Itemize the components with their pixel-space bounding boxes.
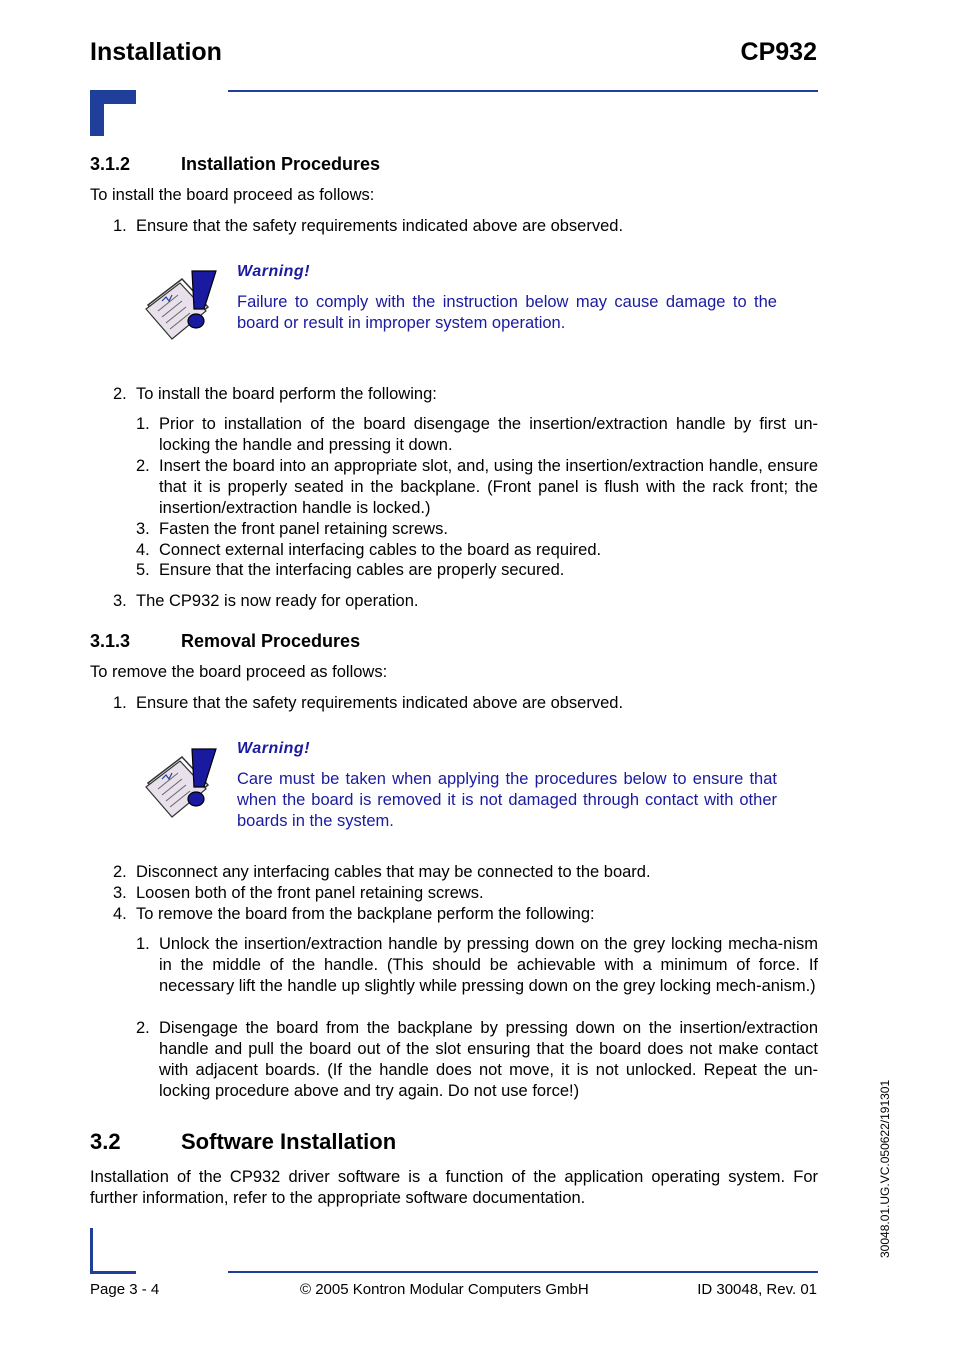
warning-text: Care must be taken when applying the procedures below to ensure that when the board is removed it is not damaged through contact with other boards in the system. [237, 770, 777, 830]
corner-bracket-top [90, 90, 136, 136]
warning-text: Failure to comply with the instruction below may cause damage to the board or result in improper system operation. [237, 293, 777, 332]
page-number: Page 3 - 4 [90, 1281, 160, 1298]
section-title: Software Installation [181, 1129, 397, 1154]
section-number: 3.1.2 [90, 154, 131, 174]
substep-number: 2. [136, 1019, 150, 1037]
substep-number: 5. [136, 561, 150, 579]
substep-number: 1. [136, 935, 150, 953]
paragraph: Installation of the CP932 driver software is a function of the application operating system. For further information, refer to the appropriate software documentation. [90, 1168, 818, 1207]
document-code: 30048.01.UG.VC.050622/191301 [878, 1079, 892, 1258]
substep-text: Fasten the front panel retaining screws. [159, 520, 448, 538]
step-number: 3. [113, 592, 127, 610]
step-number: 1. [113, 694, 127, 712]
step-text: Ensure that the safety requirements indicated above are observed. [136, 217, 624, 235]
warning-title: Warning! [237, 263, 311, 280]
paragraph: To install the board proceed as follows: [90, 186, 375, 204]
section-title: Removal Procedures [181, 631, 361, 651]
corner-bracket-bottom [90, 1228, 136, 1274]
step-number: 4. [113, 905, 127, 923]
section-number: 3.1.3 [90, 631, 131, 651]
step-number: 3. [113, 884, 127, 902]
warning-note-icon [144, 265, 222, 343]
substep-number: 4. [136, 541, 150, 559]
section-title: Installation Procedures [181, 154, 381, 174]
substep-text: Unlock the insertion/extraction handle by pressing down on the grey locking mecha-nism in the middle of the handle. (This should be achievable with a minimum of force. If necessary lift the handle up slightly while pressing down on the grey locking mech-anism.) [159, 935, 818, 995]
step-text: Ensure that the safety requirements indicated above are observed. [136, 694, 624, 712]
substep-text: Insert the board into an appropriate slot, and, using the insertion/extraction handle, ensure that it is properly seated in the backplane. (Front panel is flush with the rack front; the insertion/extraction handle is locked.) [159, 457, 818, 517]
document-id: ID 30048, Rev. 01 [697, 1281, 817, 1298]
step-number: 1. [113, 217, 127, 235]
substep-number: 1. [136, 415, 150, 433]
step-number: 2. [113, 863, 127, 881]
warning-title: Warning! [237, 740, 311, 757]
substep-text: Prior to installation of the board disengage the insertion/extraction handle by first un-locking the handle and pressing it down. [159, 415, 818, 454]
substep-text: Connect external interfacing cables to the board as required. [159, 541, 602, 559]
step-text: To install the board perform the following: [136, 385, 437, 403]
footer-rule [228, 1271, 818, 1273]
paragraph: To remove the board proceed as follows: [90, 663, 388, 681]
substep-number: 2. [136, 457, 150, 475]
header-product: CP932 [740, 38, 817, 66]
step-text: The CP932 is now ready for operation. [136, 592, 419, 610]
step-text: Loosen both of the front panel retaining screws. [136, 884, 484, 902]
copyright: © 2005 Kontron Modular Computers GmbH [300, 1281, 589, 1298]
step-number: 2. [113, 385, 127, 403]
substep-text: Disengage the board from the backplane by pressing down on the insertion/extraction handle and pull the board out of the slot ensuring that the board does not make contact with adjacent boards. (If the handle does not move, it is not unlocked. Repeat the un-locking procedure above and try again. Do not use force!) [159, 1019, 818, 1100]
step-text: Disconnect any interfacing cables that may be connected to the board. [136, 863, 651, 881]
substep-text: Ensure that the interfacing cables are properly secured. [159, 561, 565, 579]
step-text: To remove the board from the backplane perform the following: [136, 905, 595, 923]
warning-note-icon [144, 743, 222, 821]
header-title: Installation [90, 38, 222, 66]
section-number: 3.2 [90, 1129, 121, 1154]
header-rule [228, 90, 818, 92]
substep-number: 3. [136, 520, 150, 538]
